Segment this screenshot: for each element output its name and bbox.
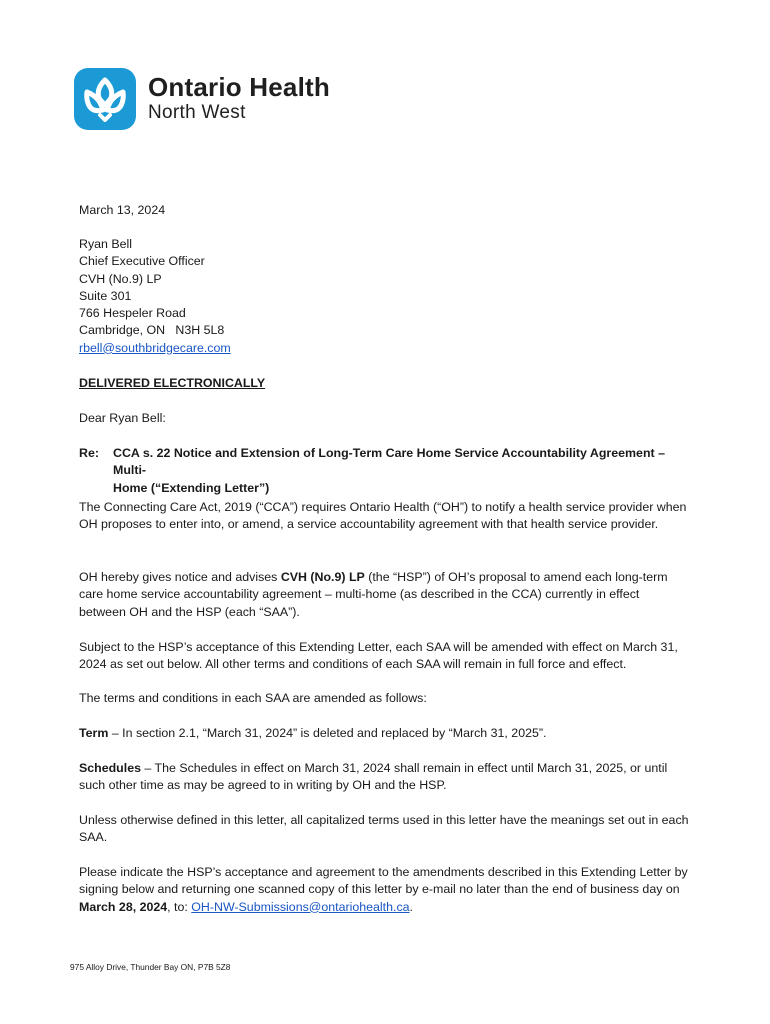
term-clause xyxy=(79,725,689,742)
paragraph-4: The terms and conditions in each SAA are amended as follows: xyxy=(79,691,427,705)
recipient-address-block xyxy=(79,236,689,357)
re-subject-line-1: CCA s. 22 Notice and Extension of Long-Term Care Home Service Accountability Agreement – Multi- xyxy=(113,446,665,478)
trillium-logo-icon xyxy=(74,68,136,130)
subject-line xyxy=(79,445,689,497)
paragraph-cca-intro xyxy=(79,499,689,534)
recipient-suite: Suite 301 xyxy=(79,288,132,303)
schedules-label: Schedules xyxy=(79,761,141,775)
paragraph-2-lead: OH hereby gives notice and advises xyxy=(79,570,281,584)
paragraph-6-lead: Please indicate the HSP’s acceptance and agreement to the amendments described in this Extending Letter by signing below and returning one scanned copy of this letter by e-mail no later than the end of business day on xyxy=(79,865,688,897)
term-text: – In section 2.1, “March 31, 2024” is deleted and replaced by “March 31, 2025”. xyxy=(108,726,547,740)
recipient-street: 766 Hespeler Road xyxy=(79,306,186,321)
salutation: Dear Ryan Bell: xyxy=(79,411,166,425)
schedules-clause xyxy=(79,760,689,795)
recipient-city: Cambridge, ON N3H 5L8 xyxy=(79,323,225,338)
paragraph-5: Unless otherwise defined in this letter, all capitalized terms used in this letter have the meanings set out in each SAA. xyxy=(79,813,689,845)
recipient-name: Ryan Bell xyxy=(79,237,133,251)
paragraph-notice xyxy=(79,569,689,621)
schedules-text: – The Schedules in effect on March 31, 2024 shall remain in effect until March 31, 2025, or until such other time as may be agreed to in writing by OH and the HSP. xyxy=(79,761,668,793)
paragraph-6-end: . xyxy=(409,899,413,914)
submission-email-link[interactable]: OH-NW-Submissions@ontariohealth.ca xyxy=(191,899,410,914)
letter-date xyxy=(79,202,689,219)
hsp-name: CVH (No.9) LP xyxy=(280,570,365,584)
re-label: Re: xyxy=(79,446,99,460)
term-label: Term xyxy=(79,726,109,740)
recipient-title: Chief Executive Officer xyxy=(79,254,205,269)
delivery-note xyxy=(79,375,689,392)
re-subject-line-2: Home (“Extending Letter”) xyxy=(113,480,270,495)
paragraph-6-mid: , to: xyxy=(167,899,192,914)
paragraph-acceptance xyxy=(79,639,689,674)
recipient-company: CVH (No.9) LP xyxy=(79,271,162,286)
paragraph-1: The Connecting Care Act, 2019 (“CCA”) requires Ontario Health (“OH”) to notify a health service provider when OH proposes to enter into, or amend, a service accountability agreement with that health service provider. xyxy=(79,500,687,532)
paragraph-2-rest: (the “HSP”) of OH’s proposal to amend each long-term care home service accountability agreement – multi-home (as described in the CCA) currently in effect between OH and the HSP (each “SAA”). xyxy=(79,570,668,619)
paragraph-definitions xyxy=(79,812,689,847)
paragraph-3: Subject to the HSP’s acceptance of this Extending Letter, each SAA will be amended with effect on March 31, 2024 as set out below. All other terms and conditions of each SAA will remain in full force and effect. xyxy=(79,640,678,672)
paragraph-6 xyxy=(79,864,689,916)
salutation-block xyxy=(79,410,689,427)
ontario-health-logo xyxy=(74,68,330,130)
org-region: North West xyxy=(148,102,246,123)
delivery-method: DELIVERED ELECTRONICALLY xyxy=(79,376,266,390)
date-text: March 13, 2024 xyxy=(79,203,166,217)
footer-address: 975 Alloy Drive, Thunder Bay ON, P7B 5Z8 xyxy=(70,962,231,972)
deadline-date: March 28, 2024 xyxy=(79,899,168,914)
re-subject xyxy=(113,445,689,497)
paragraph-terms-intro xyxy=(79,690,689,707)
recipient-email-link[interactable]: rbell@southbridgecare.com xyxy=(79,340,231,355)
paragraph-instructions xyxy=(79,864,689,916)
org-name: Ontario Health xyxy=(148,72,330,102)
paragraph-2 xyxy=(79,569,689,621)
